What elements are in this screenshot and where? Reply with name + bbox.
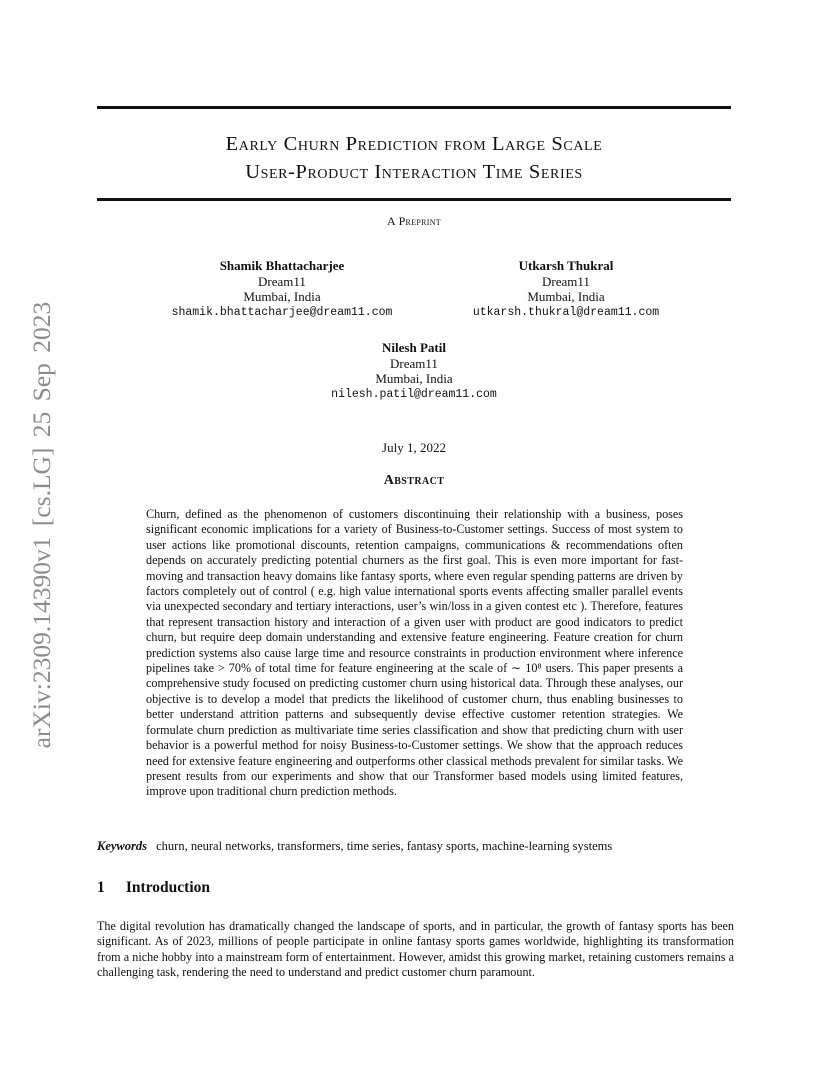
author-name: Utkarsh Thukral	[518, 258, 614, 273]
author-email: utkarsh.thukral@dream11.com	[472, 305, 660, 319]
author-block-2	[440, 258, 692, 320]
author-affiliation: Dream11	[542, 273, 590, 289]
abstract-heading: Abstract	[383, 473, 445, 488]
author-name: Nilesh Patil	[382, 340, 446, 355]
arxiv-identifier-stamp: arXiv:2309.14390v1 [cs.LG] 25 Sep 2023	[27, 301, 56, 749]
author-location: Mumbai, India	[375, 371, 453, 386]
section-title: Introduction	[125, 879, 210, 896]
author-name: Shamik Bhattacharjee	[219, 258, 345, 273]
title-bottom-rule	[97, 198, 731, 201]
author-affiliation: Dream11	[390, 355, 438, 371]
author-block-1	[140, 258, 424, 320]
preprint-label: A Preprint	[386, 214, 441, 228]
paper-title	[97, 130, 731, 186]
author-location: Mumbai, India	[527, 289, 605, 304]
title-top-rule	[97, 106, 731, 109]
author-affiliation: Dream11	[258, 273, 306, 289]
keywords-line	[97, 839, 731, 854]
author-email: shamik.bhattacharjee@dream11.com	[171, 305, 393, 319]
author-location: Mumbai, India	[243, 289, 321, 304]
keywords-label: Keywords	[97, 839, 147, 853]
section-heading-introduction	[97, 879, 210, 897]
keywords-text: churn, neural networks, transformers, time series, fantasy sports, machine-learning systems	[156, 839, 613, 853]
section-number: 1	[97, 879, 105, 896]
introduction-paragraph: The digital revolution has dramatically changed the landscape of sports, and in particular, the growth of fantasy sports has been significant. As of 2023, millions of people participate in online fantasy sports games worldwide, highlighting its transformation from a niche hobby into a mainstream form of entertainment. However, amidst this growing market, retaining customers remains a challenging task, rendering the need to understand and predict customer churn paramount.	[97, 919, 734, 980]
paper-date: July 1, 2022	[382, 440, 446, 455]
paper-title-line-2: User-Product Interaction Time Series	[245, 161, 583, 183]
paper-title-line-1: Early Churn Prediction from Large Scale	[225, 133, 603, 155]
author-email: nilesh.patil@dream11.com	[331, 387, 497, 401]
abstract-text: Churn, defined as the phenomenon of customers discontinuing their relationship with a business, poses significant economic implications for a variety of Business-to-Customer settings. Success of most system to user actions like promotional discounts, retention campaigns, communications & recommendations often depends on accurately predicting potential churners as the first goal. This is even more important for fast-moving and transaction heavy domains like fantasy sports, where even regular spending patterns are driven by factors completely out of control ( e.g. high value international sports events affecting smaller parallel events via unexpected secondary and tertiary interactions, user’s win/loss in a given contest etc ). Therefore, features that represent transaction history and interaction of a given user with product are good indicators to predict churn, but require deep domain understanding and extensive feature engineering. Feature creation for churn prediction systems also cause large time and resource constraints in production environment where inference pipelines take > 70% of total time for feature engineering at the scale of ∼ 10⁸ users. This paper presents a comprehensive study focused on predicting customer churn using historical data. Through these analyses, our objective is to develop a model that predicts the likelihood of customer churn, thus enabling businesses to better understand attrition patterns and subsequently devise effective customer retention strategies. We formulate churn prediction as multivariate time series classification and show that predicting churn with user behavior is a powerful method for noisy Business-to-Customer settings. We show that the approach reduces need for extensive feature engineering and outperforms other classical methods prevalent for similar tasks. We present results from our experiments and show that our Transformer based models using limited features, improve upon traditional churn prediction methods.	[146, 507, 683, 799]
author-block-3	[284, 340, 544, 402]
